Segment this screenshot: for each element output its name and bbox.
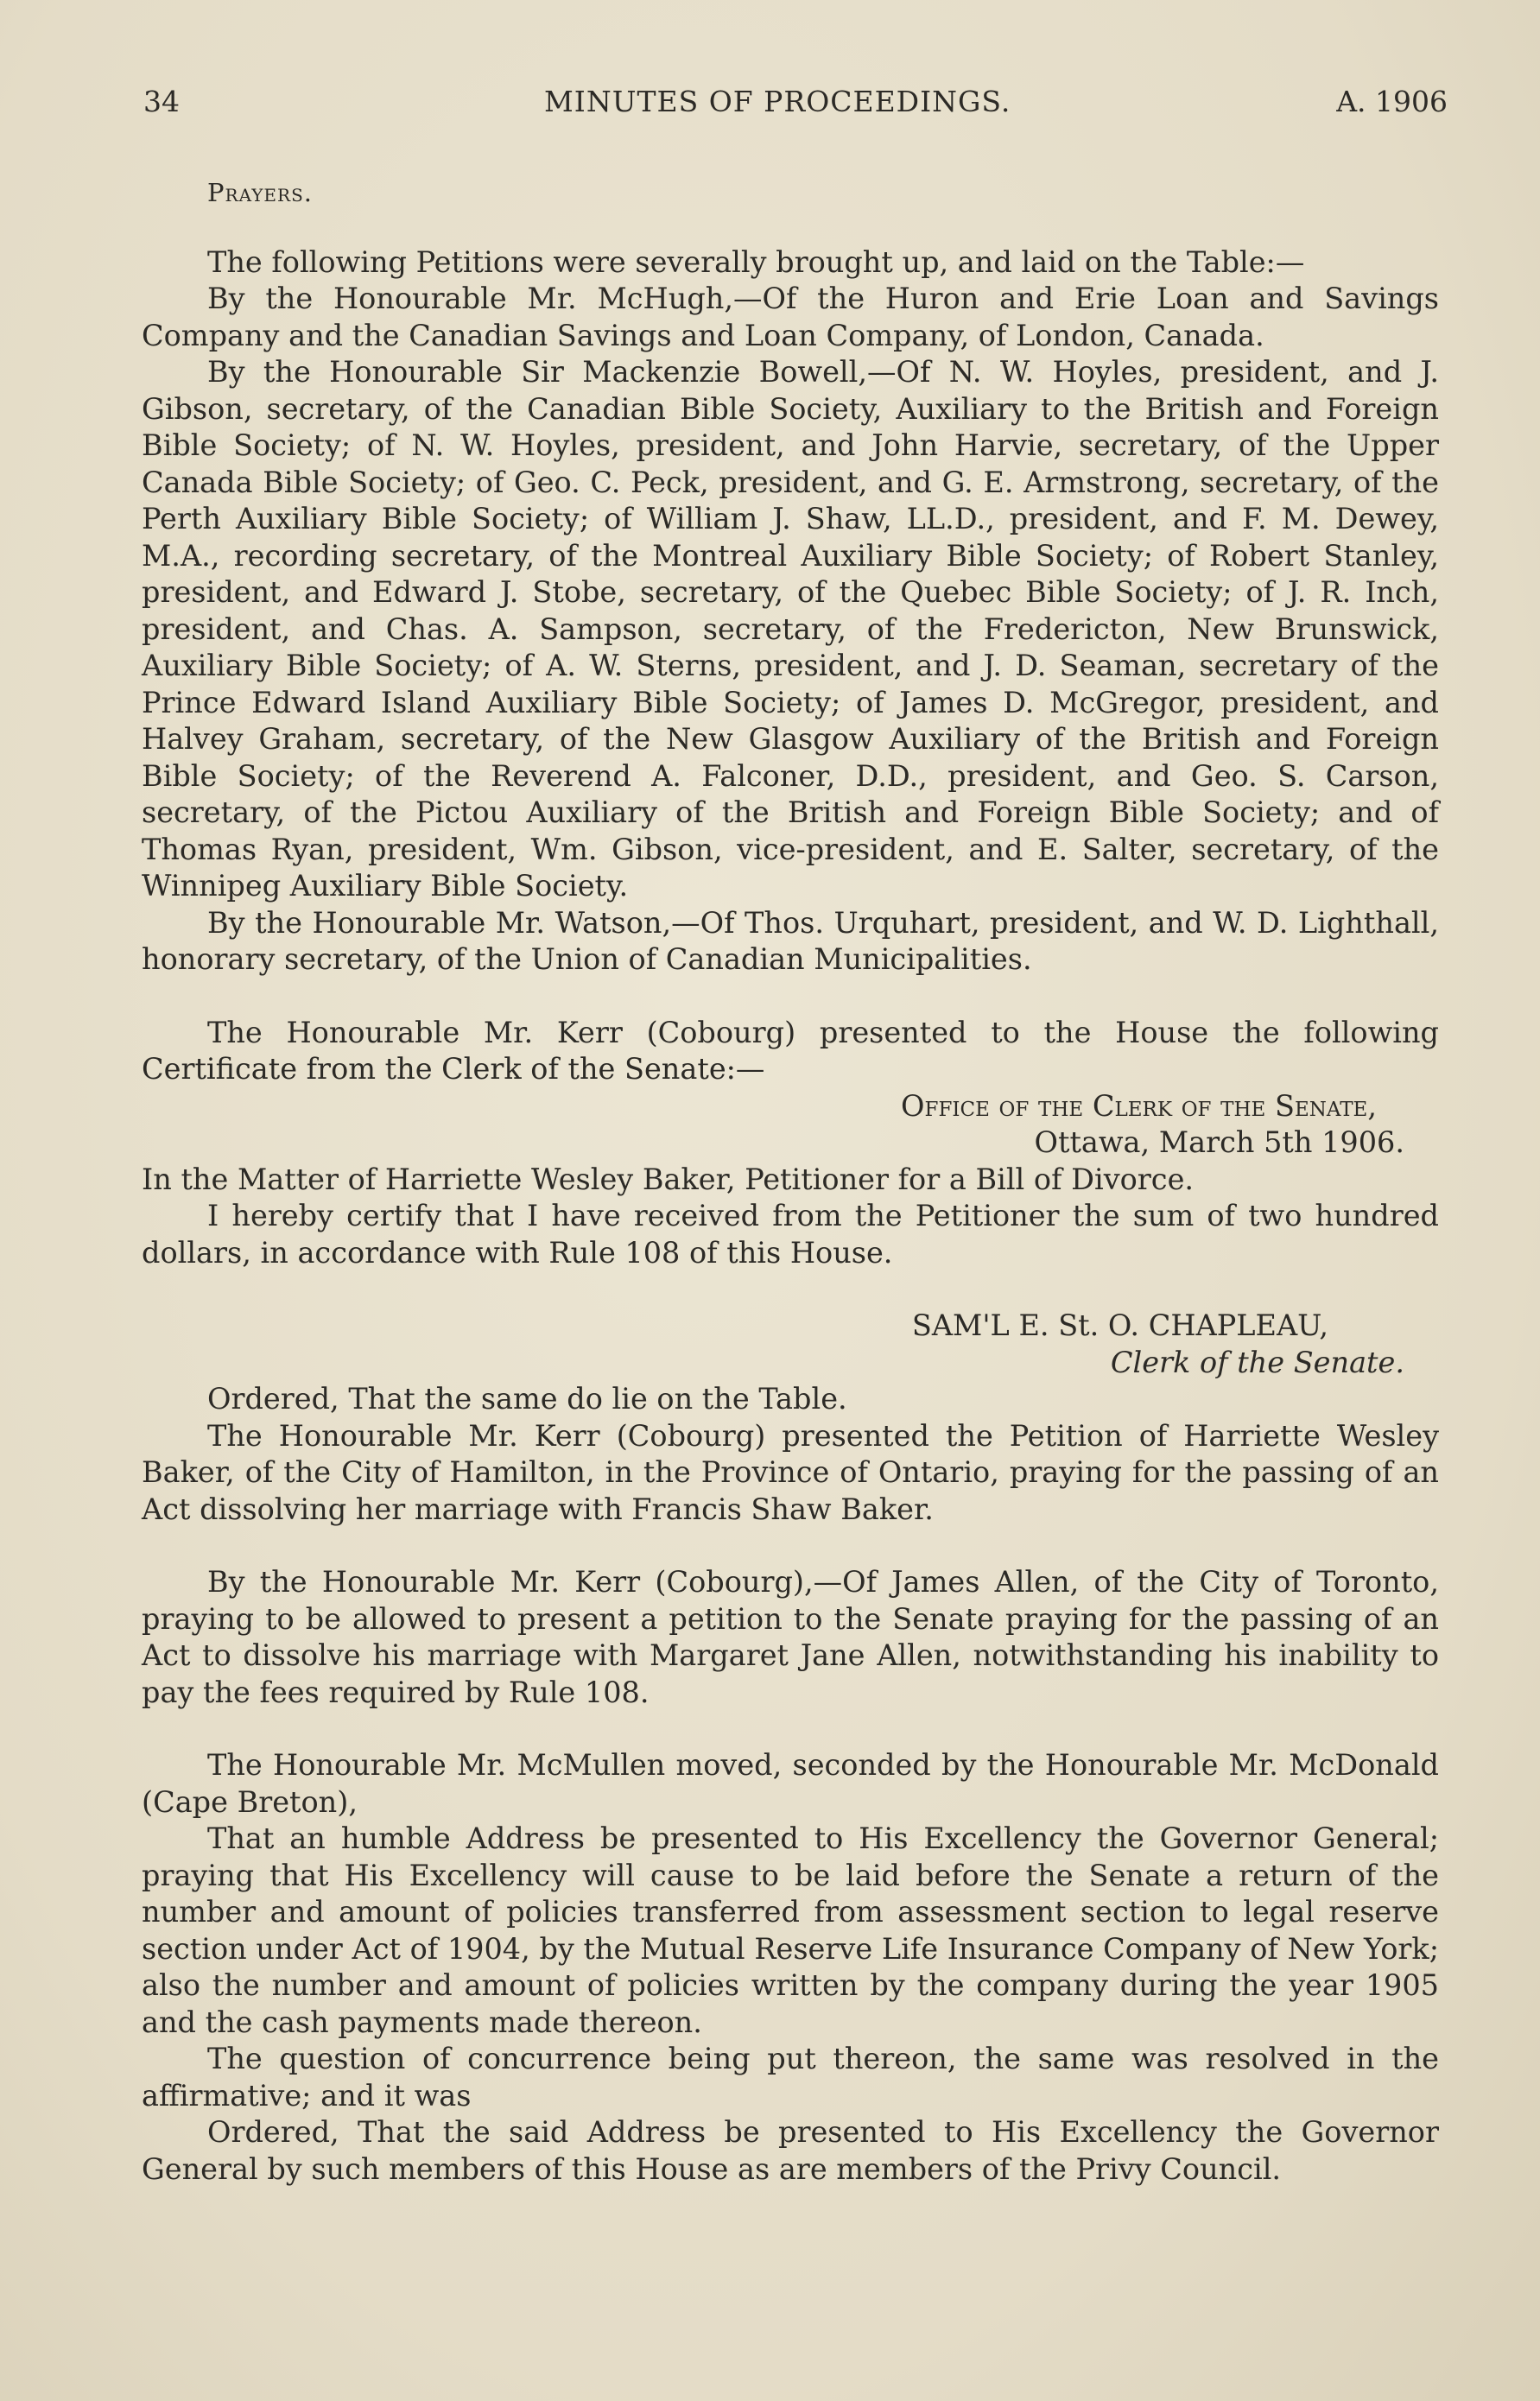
motion-ordered-address: Ordered, That the said Address be presented to His Excellency the Governor General by such members of this House as are members of the Privy Council. xyxy=(142,2115,1439,2186)
petition-kerr-allen: By the Honourable Mr. Kerr (Cobourg),—Of James Allen, of the City of Toronto, praying to be allowed to present a petition to the Senate praying for the passing of an Act to dissolve his marriage with Margaret Jane Allen, notwithstanding his inability to pay the fees required by Rule 108. xyxy=(142,1565,1439,1709)
session-year: A. 1906 xyxy=(1336,85,1448,118)
petition-watson: By the Honourable Mr. Watson,—Of Thos. Urquhart, president, and W. D. Lighthall, honorary secretary, of the Union of Canadian Municipalities. xyxy=(142,905,1439,976)
certificate-office: Office of the Clerk of the Senate, xyxy=(901,1088,1377,1123)
certificate-intro: The Honourable Mr. Kerr (Cobourg) presented to the House the following Certificate from the Clerk of the Senate:— xyxy=(142,1015,1439,1086)
motion-moved: The Honourable Mr. McMullen moved, seconded by the Honourable Mr. McDonald (Cape Breton), xyxy=(142,1748,1439,1819)
motion-address: That an humble Address be presented to His Excellency the Governor General; praying that His Excellency will cause to be laid before the Senate a return of the number and amount of policies transferred from assessment section to legal reserve section under Act of 1904, by the Mutual Reserve Life Insurance Company of New York; also the number and amount of policies written by the company during the year 1905 and the cash payments made thereon. xyxy=(142,1821,1439,2039)
certificate-certify: I hereby certify that I have received from the Petitioner the sum of two hundred dollars, in accordance with Rule 108 of this House. xyxy=(142,1199,1439,1270)
certificate-matter: In the Matter of Harriette Wesley Baker, Petitioner for a Bill of Divorce. xyxy=(142,1162,1195,1196)
motion-question: The question of concurrence being put thereon, the same was resolved in the affirmative; and it was xyxy=(142,2042,1439,2113)
certificate-date: Ottawa, March 5th 1906. xyxy=(1034,1125,1404,1159)
page-number: 34 xyxy=(143,85,180,118)
page-body xyxy=(142,174,1439,2188)
petition-mchugh: By the Honourable Mr. McHugh,—Of the Huron and Erie Loan and Savings Company and the Canadian Savings and Loan Company, of London, Canada. xyxy=(142,282,1439,352)
running-header xyxy=(143,85,1448,126)
petition-bowell: By the Honourable Sir Mackenzie Bowell,—Of N. W. Hoyles, president, and J. Gibson, secretary, of the Canadian Bible Society, Auxiliary to the British and Foreign Bible Society; of N. W. Hoyles, president, and John Harvie, secretary, of the Upper Canada Bible Society; of Geo. C. Peck, president, and G. E. Armstrong, secretary, of the Perth Auxiliary Bible Society; of William J. Shaw, LL.D., president, and F. M. Dewey, M.A., recording secretary, of the Montreal Auxiliary Bible Society; of Robert Stanley, president, and Edward J. Stobe, secretary, of the Quebec Bible Society; of J. R. Inch, president, and Chas. A. Sampson, secretary, of the Fredericton, New Brunswick, Auxiliary Bible Society; of A. W. Sterns, president, and J. D. Seaman, secretary of the Prince Edward Island Auxiliary Bible Society; of James D. McGregor, president, and Halvey Graham, secretary, of the New Glasgow Auxiliary of the British and Foreign Bible Society; of the Reverend A. Falconer, D.D., president, and Geo. S. Carson, secretary, of the Pictou Auxiliary of the British and Foreign Bible Society; and of Thomas Ryan, president, Wm. Gibson, vice-president, and E. Salter, secretary, of the Winnipeg Auxiliary Bible Society. xyxy=(142,355,1439,903)
order-lie-on-table: Ordered, That the same do lie on the Table. xyxy=(207,1382,847,1416)
certificate-signature-name: SAM'L E. St. O. CHAPLEAU, xyxy=(911,1308,1328,1342)
petition-kerr-baker: The Honourable Mr. Kerr (Cobourg) presented the Petition of Harriette Wesley Baker, of the City of Hamilton, in the Province of Ontario, praying for the passing of an Act dissolving her marriage with Francis Shaw Baker. xyxy=(142,1418,1439,1526)
certificate-signature-title: Clerk of the Senate. xyxy=(1110,1345,1404,1379)
prayers-heading: Prayers. xyxy=(207,178,313,207)
petitions-intro: The following Petitions were severally brought up, and laid on the Table:— xyxy=(207,244,1305,279)
running-title: MINUTES OF PROCEEDINGS. xyxy=(544,85,1011,118)
